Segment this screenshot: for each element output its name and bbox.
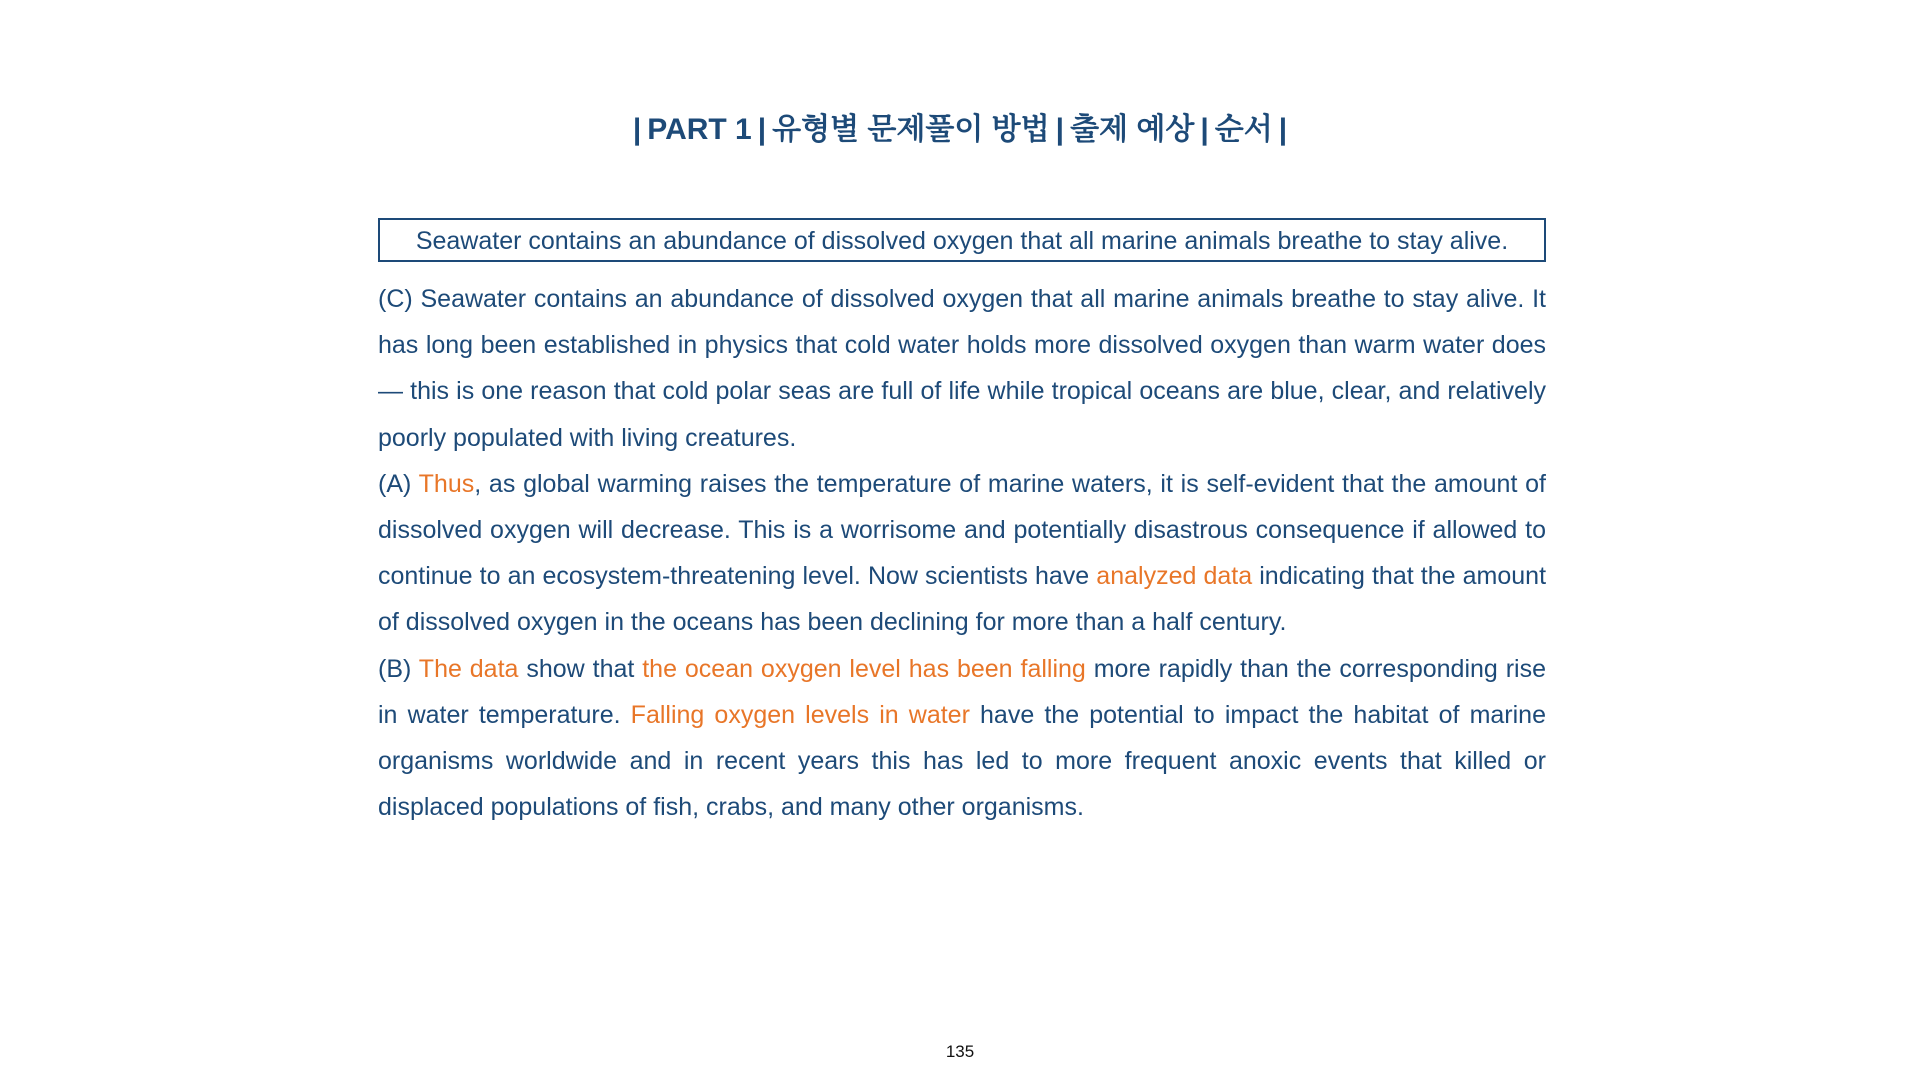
paragraph-b-text-2: more rapidly than the corresponding rise in water temperature.	[378, 654, 1546, 729]
paragraph-b	[378, 646, 1546, 831]
header-separator: |	[1200, 113, 1209, 146]
paragraph-c-label: (C)	[378, 285, 413, 313]
header-section-2: 출제 예상	[1070, 113, 1195, 146]
paragraph-a-highlight-2: analyzed data	[1096, 562, 1253, 591]
paragraph-b-highlight-1: The data	[418, 654, 519, 683]
paragraph-a-label: (A)	[378, 469, 412, 498]
paragraph-b-label: (B)	[378, 654, 412, 683]
paragraph-a-text-1: , as global warming raises the temperature of marine waters, it is self-evident that the amount of dissolved oxygen will decrease. This is a worrisome and potentially disastrous consequence if allowed to continue to an ecosystem-threatening level. Now scientists have	[378, 469, 1546, 591]
header-separator: |	[1278, 113, 1288, 146]
given-sentence: Seawater contains an abundance of dissolved oxygen that all marine animals breathe to stay alive.	[415, 227, 1509, 255]
passage-content	[378, 218, 1546, 830]
header-separator: |	[1055, 113, 1065, 146]
header-section-3: 순서	[1214, 113, 1273, 146]
paragraph-a	[378, 461, 1546, 646]
header-part: PART 1	[647, 113, 752, 146]
paragraph-b-highlight-3: Falling oxygen levels in water	[630, 700, 970, 729]
paragraph-b-highlight-2: the ocean oxygen level has been falling	[642, 654, 1086, 683]
paragraph-a-highlight-1: Thus	[418, 469, 475, 498]
page-number: 135	[945, 1042, 975, 1061]
paragraph-b-text-1: show that	[518, 654, 643, 683]
paragraph-c	[378, 276, 1546, 461]
paragraph-c-text: Seawater contains an abundance of dissolved oxygen that all marine animals breathe to stay alive. It has long been established in physics that cold water holds more dissolved oxygen than warm water does — this is one reason that cold polar seas are full of life while tropical oceans are blue, clear, and relatively poorly populated with living creatures.	[378, 285, 1546, 452]
header-section-1: 유형별 문제풀이 방법	[772, 113, 1050, 146]
header-separator: |	[632, 113, 642, 146]
paragraph-b-text-3: have the potential to impact the habitat of marine organisms worldwide and in recent years this has led to more frequent anoxic events that killed or displaced populations of fish, crabs, and many other organisms.	[378, 700, 1546, 822]
page-header	[0, 104, 1920, 148]
paragraph-a-text-2: indicating that the amount of dissolved oxygen in the oceans has been declining for more than a half century.	[378, 562, 1547, 637]
header-separator: |	[757, 113, 767, 146]
given-sentence-box	[378, 218, 1546, 262]
